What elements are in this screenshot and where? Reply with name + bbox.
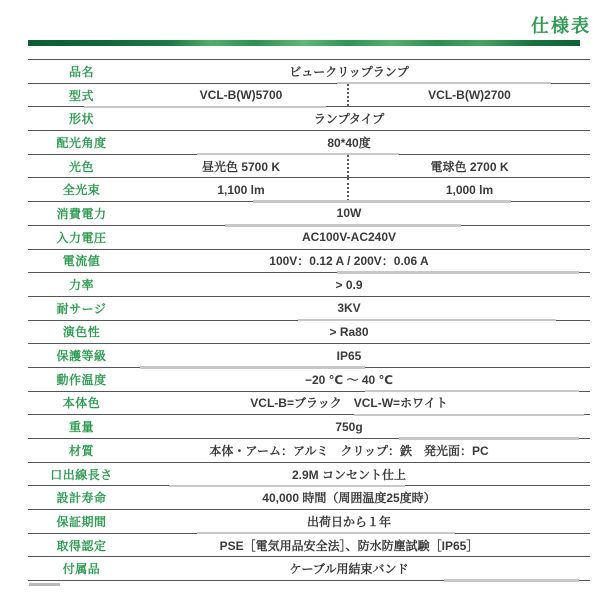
table-row bbox=[28, 131, 590, 155]
table-row bbox=[28, 155, 590, 179]
row-value: ビュークリップランプ bbox=[289, 64, 409, 79]
row-value: −20 ℃ ～ 40 ℃ bbox=[304, 372, 394, 387]
row-value: 2.9M コンセント仕上 bbox=[291, 467, 406, 482]
table-row bbox=[28, 202, 590, 226]
row-label: 配光角度 bbox=[56, 135, 107, 150]
row-label: 保護等級 bbox=[56, 349, 107, 364]
table-row bbox=[28, 439, 590, 463]
row-value: ランプタイプ bbox=[313, 112, 385, 127]
row-label: 材質 bbox=[68, 443, 94, 458]
page-title: 仕様表 bbox=[531, 16, 591, 36]
row-label: 動作温度 bbox=[56, 372, 107, 387]
table-row bbox=[28, 84, 590, 108]
row-value: 80*40度 bbox=[327, 135, 371, 150]
table-row bbox=[28, 321, 590, 345]
row-value-left: 昼光色 5700 K bbox=[201, 159, 281, 174]
row-value: > Ra80 bbox=[329, 324, 369, 339]
row-value-left: VCL-B(W)5700 bbox=[199, 88, 283, 103]
row-value-right: 1,000 lm bbox=[347, 178, 590, 201]
row-label: 重量 bbox=[68, 420, 94, 435]
row-label: 入力電圧 bbox=[56, 230, 107, 245]
row-label: 光色 bbox=[68, 159, 94, 174]
table-row bbox=[28, 273, 590, 297]
row-label: 全光束 bbox=[62, 183, 101, 198]
row-label: 型式 bbox=[68, 88, 94, 103]
row-label: 口出線長さ bbox=[50, 467, 113, 482]
spec-table bbox=[28, 59, 590, 581]
row-label: 保証期間 bbox=[56, 514, 107, 529]
table-row bbox=[28, 178, 590, 202]
row-label: 形状 bbox=[68, 112, 94, 127]
row-label: 付属品 bbox=[62, 562, 101, 577]
row-value: 100V：0.12 A / 200V：0.06 A bbox=[269, 254, 429, 269]
table-row bbox=[28, 344, 590, 368]
row-value-right: VCL-B(W)2700 bbox=[347, 84, 590, 107]
row-value: 本体・アーム：アルミ クリップ：鉄 発光面：PC bbox=[209, 443, 489, 458]
row-value: IP65 bbox=[336, 348, 362, 363]
table-row bbox=[28, 534, 590, 558]
row-value: AC100V-AC240V bbox=[301, 230, 397, 245]
table-row bbox=[28, 415, 590, 439]
table-row bbox=[28, 297, 590, 321]
row-label: 演色性 bbox=[62, 325, 101, 340]
row-value: > 0.9 bbox=[335, 277, 363, 292]
row-value: 出荷日から１年 bbox=[306, 514, 391, 529]
row-label: 品名 bbox=[68, 64, 94, 79]
row-label: 力率 bbox=[68, 278, 94, 293]
row-value: ケーブル用結束バンド bbox=[289, 562, 409, 577]
table-row bbox=[28, 60, 590, 84]
row-value: 10W bbox=[336, 206, 362, 221]
row-value: 750g bbox=[335, 419, 363, 434]
table-row bbox=[28, 557, 590, 581]
table-row bbox=[28, 392, 590, 416]
row-label: 設計寿命 bbox=[56, 491, 107, 506]
table-row bbox=[28, 107, 590, 131]
row-value: PSE［電気用品安全法］、防水防塵試験［IP65］ bbox=[219, 538, 479, 553]
row-label: 本体色 bbox=[62, 396, 101, 411]
table-row bbox=[28, 368, 590, 392]
row-value: 3KV bbox=[337, 301, 361, 316]
row-label: 電流値 bbox=[62, 254, 101, 269]
row-value-left: 1,100 lm bbox=[217, 182, 265, 197]
row-value-right: 電球色 2700 K bbox=[347, 155, 590, 178]
table-row bbox=[28, 250, 590, 274]
row-value: 40,000 時間（周囲温度25度時） bbox=[262, 491, 436, 506]
table-row bbox=[28, 463, 590, 487]
table-row bbox=[28, 226, 590, 250]
header-accent-bar bbox=[28, 40, 580, 46]
row-label: 消費電力 bbox=[56, 206, 107, 221]
table-row bbox=[28, 510, 590, 534]
table-row bbox=[28, 486, 590, 510]
row-value: VCL-B=ブラック VCL-W=ホワイト bbox=[250, 396, 448, 411]
row-label: 取得認定 bbox=[56, 538, 107, 553]
row-label: 耐サージ bbox=[56, 301, 107, 316]
